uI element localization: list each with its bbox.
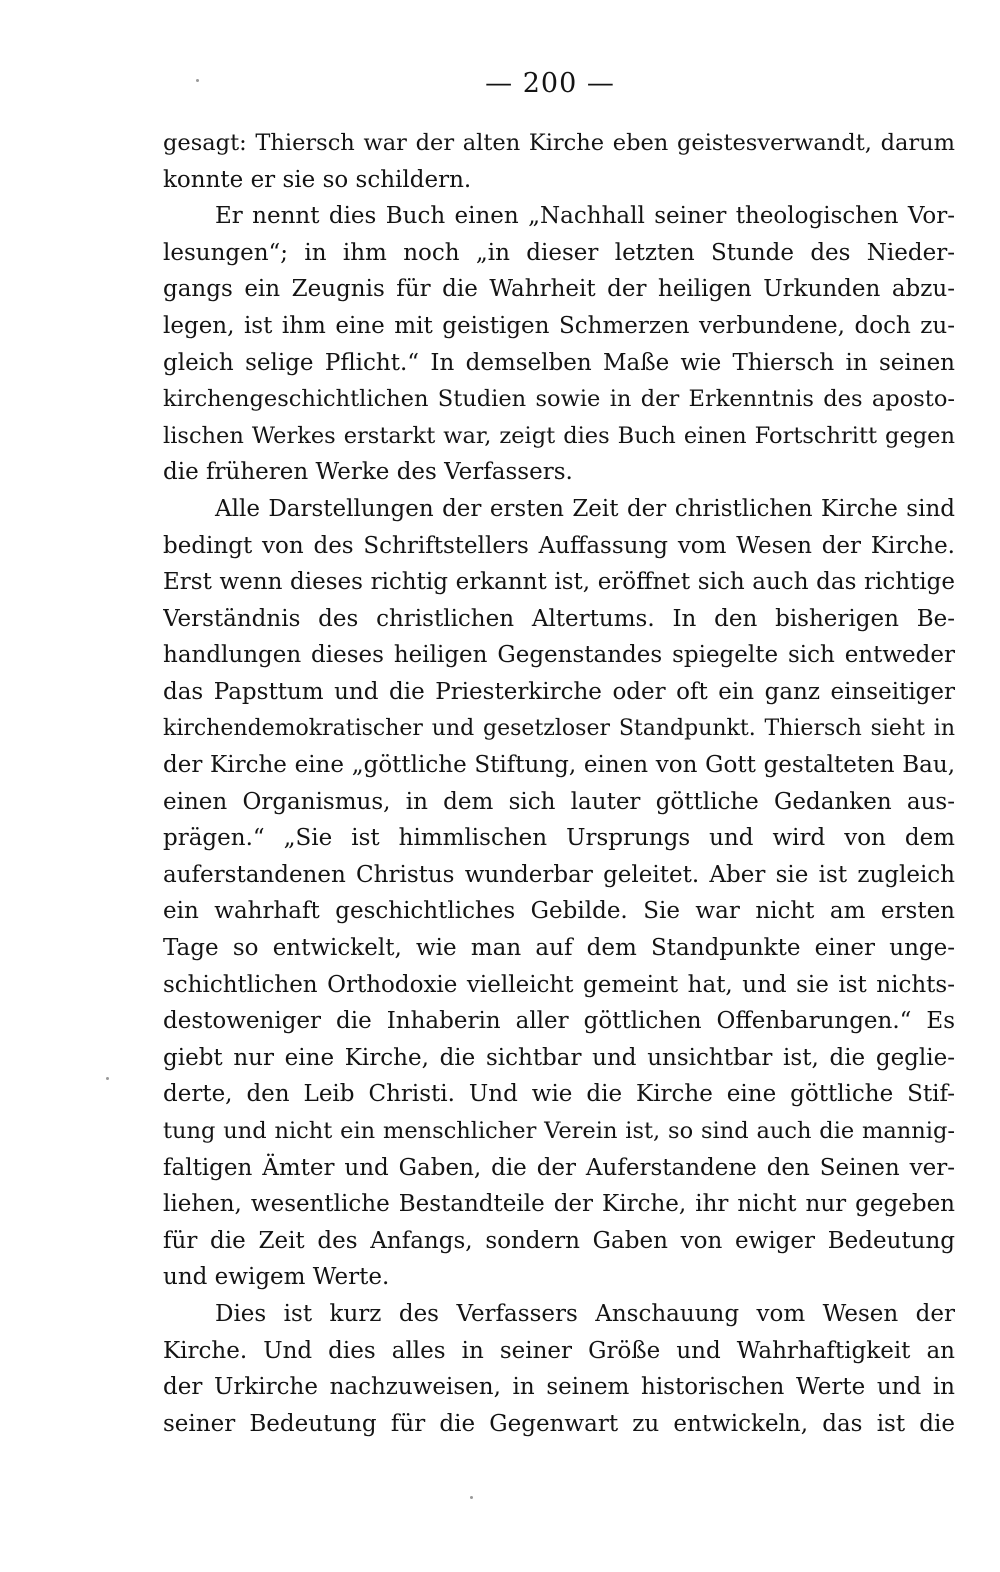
text-line: für die Zeit des Anfangs, sondern Gaben von ewiger Bedeutung [163,1227,955,1254]
text-line: giebt nur eine Kirche, die sichtbar und unsichtbar ist, die geglie- [163,1044,955,1071]
text-line: tung und nicht ein menschlicher Verein ist, so sind auch die mannig- [163,1118,955,1145]
scan-speck [106,1077,109,1080]
paragraph [163,125,955,198]
text-line: legen, ist ihm eine mit geistigen Schmerzen verbundene, doch zu- [163,312,955,339]
text-line: ein wahrhaft geschichtliches Gebilde. Sie war nicht am ersten [163,898,955,925]
text-line: faltigen Ämter und Gaben, die der Auferstandene den Seinen ver- [163,1154,955,1181]
text-line: konnte er sie so schildern. [163,166,472,193]
text-line: Dies ist kurz des Verfassers Anschauung vom Wesen der [215,1301,955,1327]
text-line: der Urkirche nachzuweisen, in seinem historischen Werte und in [163,1374,955,1401]
text-line: gesagt: Thiersch war der alten Kirche eben geistesverwandt, darum [163,130,955,156]
text-line: handlungen dieses heiligen Gegenstandes spiegelte sich entweder [163,642,955,669]
text-line: Er nennt dies Buch einen „Nachhall seiner theologischen Vor- [215,203,955,230]
scan-speck [196,79,199,82]
paragraph [163,491,955,1296]
scan-speck [470,1496,473,1499]
text-line: schichtlichen Orthodoxie vielleicht gemeint hat, und sie ist nichts- [163,971,955,998]
paragraph [163,1296,955,1442]
text-line: Erst wenn dieses richtig erkannt ist, eröffnet sich auch das richtige [163,569,955,596]
text-line: die früheren Werke des Verfassers. [163,459,573,486]
text-line: der Kirche eine „göttliche Stiftung, einen von Gott gestalteten Bau, [163,752,955,779]
text-line: lischen Werkes erstarkt war, zeigt dies Buch einen Fortschritt gegen [163,422,955,449]
text-line: und ewigem Werte. [163,1264,390,1291]
text-line: lesungen“; in ihm noch „in dieser letzten Stunde des Nieder- [163,239,955,266]
text-line: auferstandenen Christus wunderbar geleitet. Aber sie ist zugleich [163,861,955,888]
text-line: derte, den Leib Christi. Und wie die Kirche eine göttliche Stif- [163,1081,955,1108]
text-line: einen Organismus, in dem sich lauter göttliche Gedanken aus- [163,788,955,815]
text-line: gangs ein Zeugnis für die Wahrheit der heiligen Urkunden abzu- [163,276,955,303]
text-line: kirchengeschichtlichen Studien sowie in der Erkenntnis des aposto- [163,386,955,413]
page-number: — 200 — [485,68,615,99]
text-line: Verständnis des christlichen Altertums. In den bisherigen Be- [163,605,955,632]
text-line: bedingt von des Schriftstellers Auffassung vom Wesen der Kirche. [163,532,955,559]
body-text [163,125,955,1442]
text-line: liehen, wesentliche Bestandteile der Kirche, ihr nicht nur gegeben [163,1191,955,1218]
text-line: gleich selige Pflicht.“ In demselben Maße wie Thiersch in seinen [163,349,955,376]
text-line: das Papsttum und die Priesterkirche oder oft ein ganz einseitiger [163,678,955,705]
text-line: destoweniger die Inhaberin aller göttlichen Offenbarungen.“ Es [163,1008,955,1035]
text-line: Alle Darstellungen der ersten Zeit der christlichen Kirche sind [215,495,955,522]
text-line: prägen.“ „Sie ist himmlischen Ursprungs und wird von dem [163,825,955,852]
paragraph [163,198,955,491]
text-line: seiner Bedeutung für die Gegenwart zu entwickeln, das ist die [163,1410,955,1437]
text-line: kirchendemokratischer und gesetzloser Standpunkt. Thiersch sieht in [163,715,955,741]
text-line: Tage so entwickelt, wie man auf dem Standpunkte einer unge- [163,935,955,962]
text-line: Kirche. Und dies alles in seiner Größe und Wahrhaftigkeit an [163,1337,955,1364]
